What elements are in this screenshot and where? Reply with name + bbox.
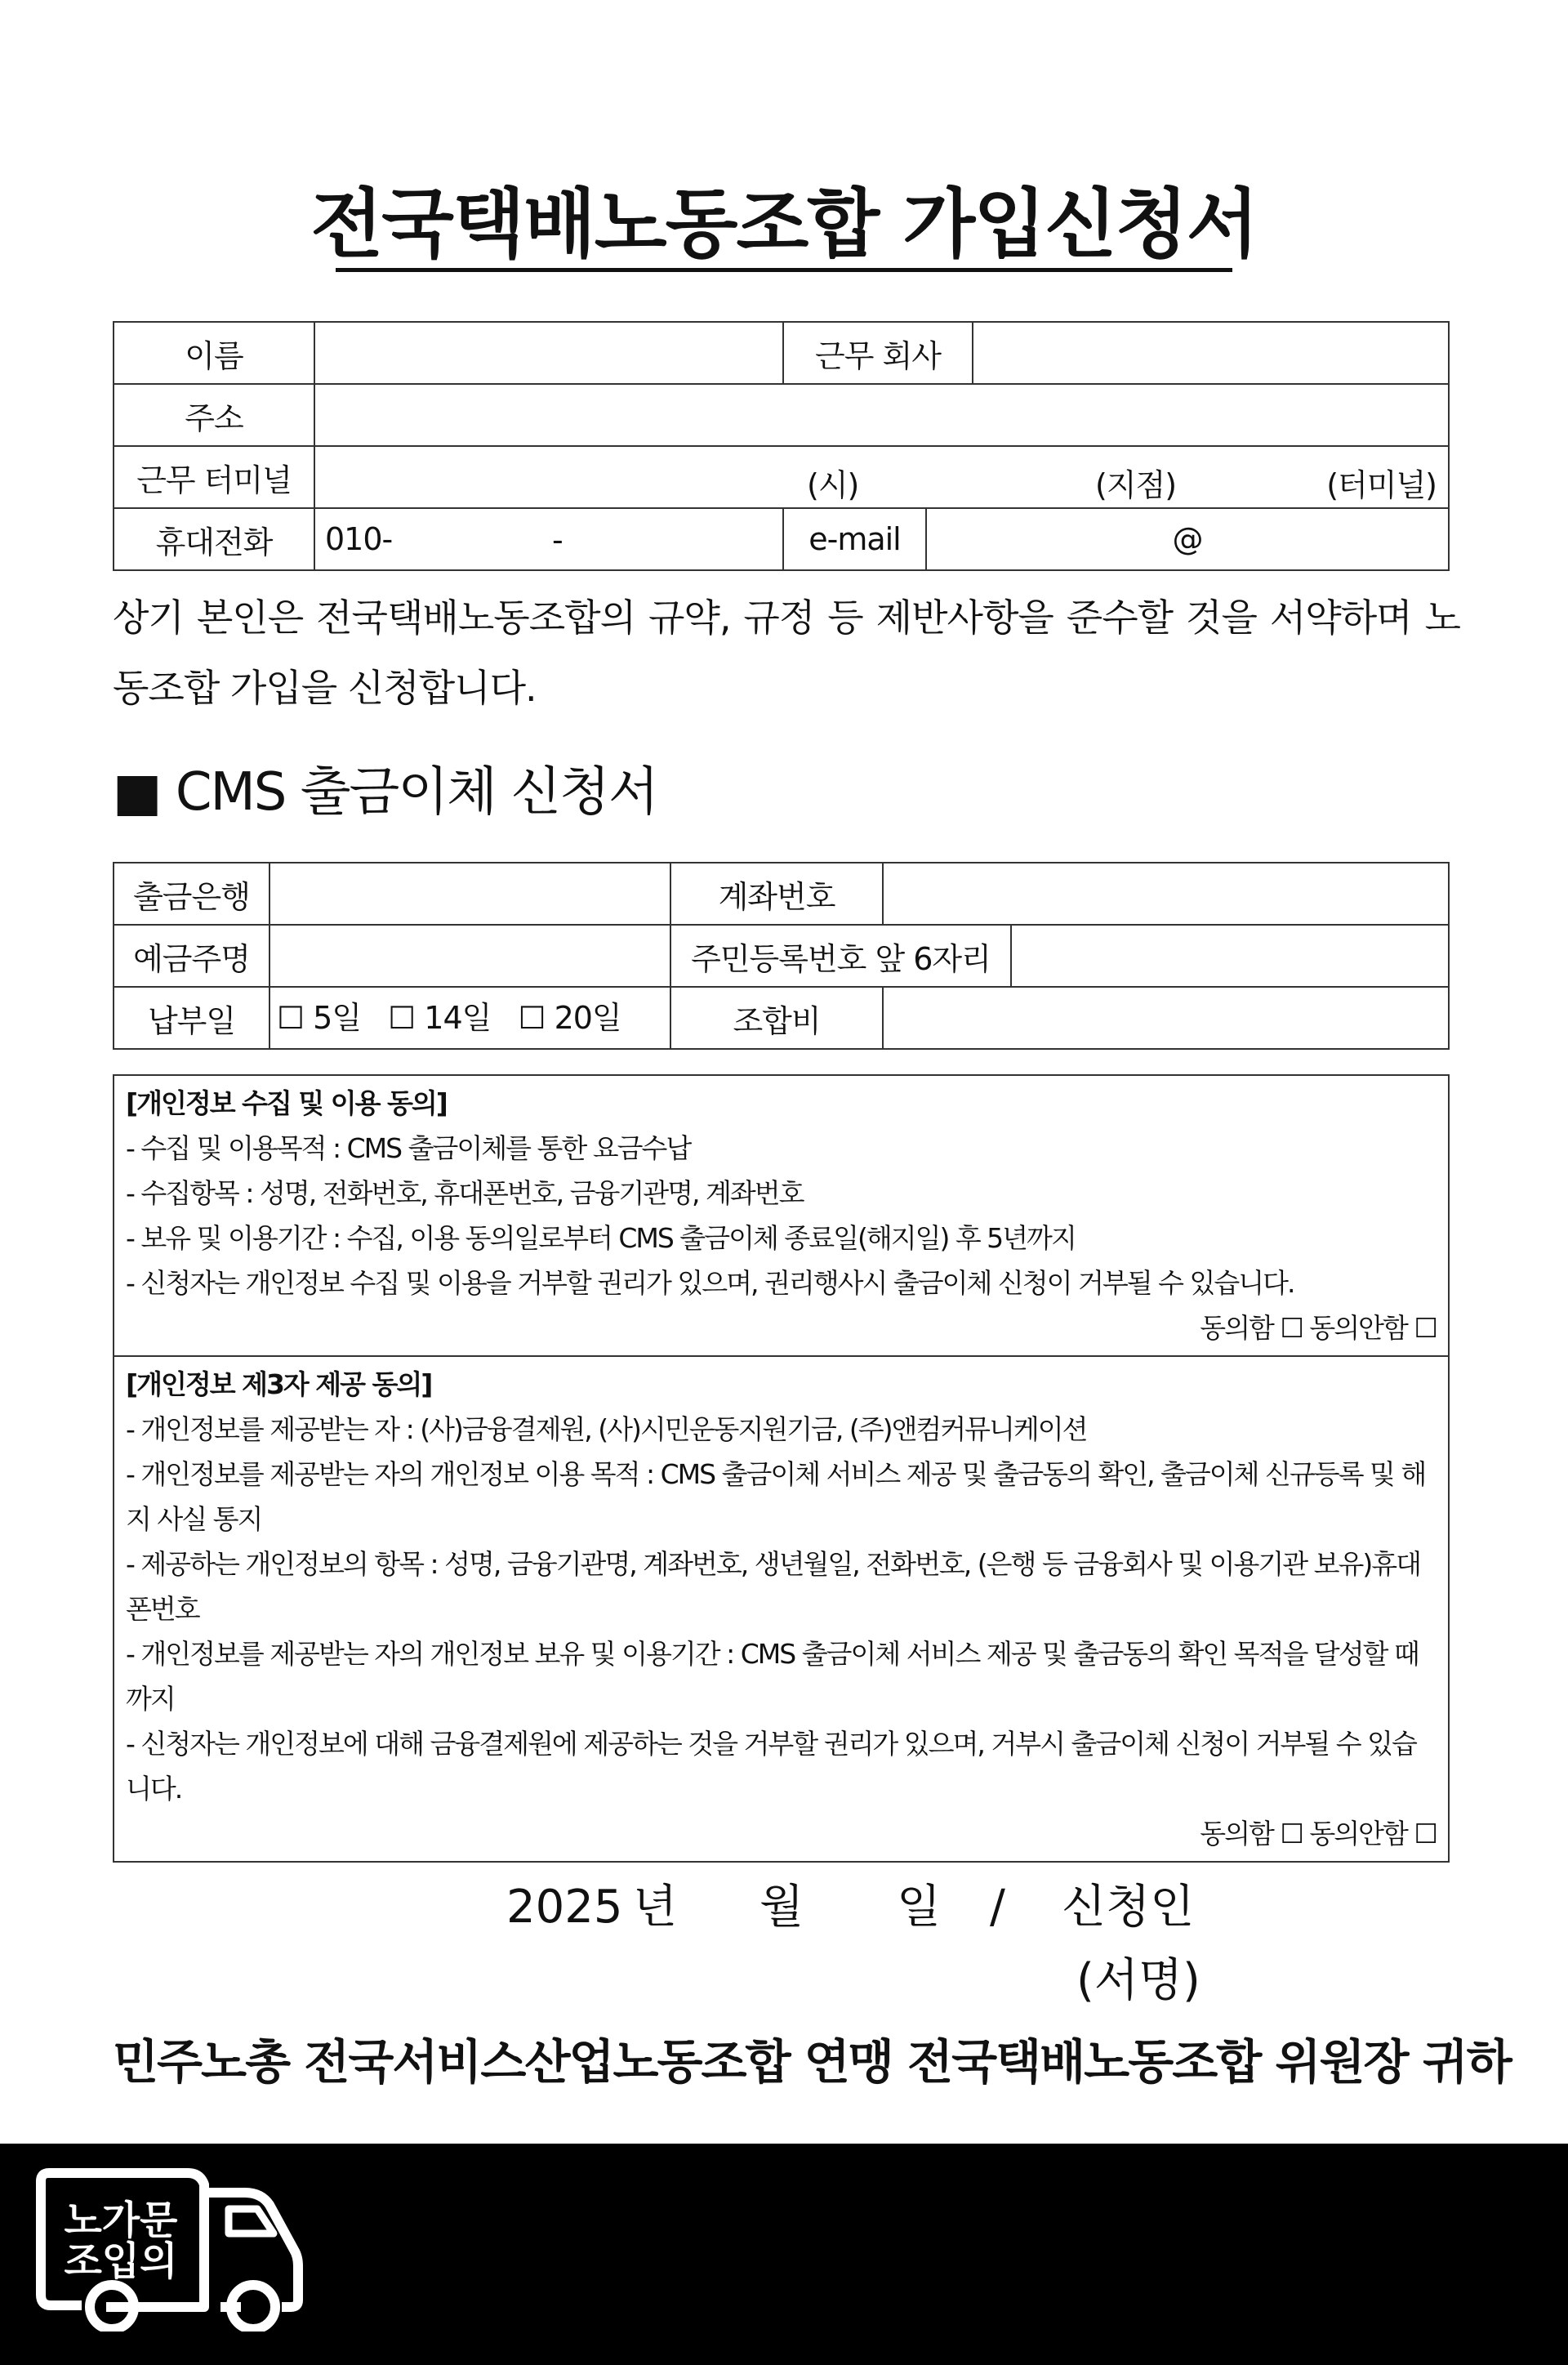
terminal-field[interactable] [314, 446, 1449, 508]
privacy-consent-box [113, 1074, 1450, 1357]
payday-label: 납부일 [114, 987, 270, 1049]
bank-field[interactable] [270, 863, 670, 925]
payday-option-20[interactable]: ☐ 20일 [518, 1000, 621, 1036]
page-title: 전국택배노동조합 가입신청서 [310, 181, 1258, 268]
bank-label: 출금은행 [114, 863, 270, 925]
consent2-line: - 신청자는 개인정보에 대해 금융결제원에 제공하는 것을 거부할 권리가 있으며, 거부시 출금이체 신청이 거부될 수 있습니다. [126, 1728, 1416, 1805]
consent2-line: - 개인정보를 제공받는 자 : (사)금융결제원, (사)시민운동지원기금, (주)앤컴커뮤니케이션 [126, 1413, 1087, 1445]
cms-heading: ■ CMS 출금이체 신청서 [113, 762, 657, 823]
company-label: 근무 회사 [783, 322, 973, 384]
applicant-label: 신청인 [1062, 1881, 1195, 1934]
account-label: 계좌번호 [670, 863, 883, 925]
member-info-table [113, 321, 1450, 571]
payday-option-5[interactable]: ☐ 5일 [277, 1000, 362, 1036]
consent1-line: - 신청자는 개인정보 수집 및 이용을 거부할 권리가 있으며, 권리행사시 출금이체 신청이 거부될 수 있습니다. [126, 1267, 1294, 1299]
email-field[interactable] [926, 508, 1449, 570]
dues-label: 조합비 [670, 987, 883, 1049]
terminal-suffix: (터미널) [1326, 467, 1437, 503]
phone-dash: - [552, 522, 563, 558]
truck-icon [33, 2168, 318, 2332]
consent2-agree-checkboxes[interactable]: 동의함 ☐ 동의안함 ☐ [1200, 1818, 1437, 1850]
payday-option-14[interactable]: ☐ 14일 [388, 1000, 492, 1036]
consent1-line: - 수집 및 이용목적 : CMS 출금이체를 통한 요금수납 [126, 1132, 691, 1164]
rrn-label: 주민등록번호 앞 6자리 [670, 925, 1011, 987]
pledge-text: 상기 본인은 전국택배노동조합의 규약, 규정 등 제반사항을 준수할 것을 서약하며 노동조합 가입을 신청합니다. [113, 596, 1460, 710]
company-field[interactable] [973, 322, 1449, 384]
signature-area [113, 1871, 1455, 2028]
addressee: 민주노총 전국서비스산업노동조합 연맹 전국택배노동조합 위원장 귀하 [113, 2034, 1511, 2090]
dues-field[interactable] [883, 987, 1449, 1049]
title-underline [336, 268, 1232, 272]
name-field[interactable] [314, 322, 783, 384]
consent1-heading: [개인정보 수집 및 이용 동의] [126, 1087, 447, 1119]
svg-text:노가문: 노가문 [64, 2198, 178, 2243]
city-suffix: (시) [807, 467, 859, 503]
consent2-line: - 개인정보를 제공받는 자의 개인정보 보유 및 이용기간 : CMS 출금이체 서비스 제공 및 출금동의 확인 목적을 달성할 때까지 [126, 1638, 1419, 1715]
svg-text:조입의: 조입의 [64, 2238, 178, 2284]
consent1-line: - 보유 및 이용기간 : 수집, 이용 동의일로부터 CMS 출금이체 종료일(해지일) 후 5년까지 [126, 1222, 1076, 1254]
year-unit: 년 [633, 1881, 678, 1934]
phone-label: 휴대전화 [114, 508, 314, 570]
holder-field[interactable] [270, 925, 670, 987]
month-unit: 월 [760, 1881, 804, 1934]
cms-table [113, 862, 1450, 1050]
payday-options [270, 987, 670, 1049]
account-field[interactable] [883, 863, 1449, 925]
third-party-consent-box [113, 1355, 1450, 1863]
email-label: e-mail [783, 508, 926, 570]
terminal-label: 근무 터미널 [114, 446, 314, 508]
consent2-line: - 개인정보를 제공받는 자의 개인정보 이용 목적 : CMS 출금이체 서비스 제공 및 출금동의 확인, 출금이체 신규등록 및 해지 사실 통지 [126, 1458, 1426, 1535]
signature-year: 2025 [506, 1881, 623, 1934]
name-label: 이름 [114, 322, 314, 384]
consent1-agree-checkboxes[interactable]: 동의함 ☐ 동의안함 ☐ [1200, 1312, 1437, 1344]
day-unit: 일 [897, 1881, 942, 1934]
branch-suffix: (지점) [1095, 467, 1177, 503]
phone-field[interactable] [314, 508, 783, 570]
rrn-field[interactable] [1011, 925, 1449, 987]
email-at: @ [1172, 521, 1203, 557]
consent1-line: - 수집항목 : 성명, 전화번호, 휴대폰번호, 금융기관명, 계좌번호 [126, 1177, 804, 1209]
consent2-heading: [개인정보 제3자 제공 동의] [126, 1368, 432, 1400]
address-label: 주소 [114, 384, 314, 446]
date-slash: / [990, 1881, 1005, 1934]
address-field[interactable] [314, 384, 1449, 446]
holder-label: 예금주명 [114, 925, 270, 987]
consent2-line: - 제공하는 개인정보의 항목 : 성명, 금융기관명, 계좌번호, 생년월일, 전화번호, (은행 등 금융회사 및 이용기관 보유)휴대폰번호 [126, 1548, 1420, 1625]
footer-band [0, 2144, 1568, 2365]
signature-label: (서명) [1076, 1954, 1200, 2007]
phone-prefix: 010- [325, 521, 393, 557]
